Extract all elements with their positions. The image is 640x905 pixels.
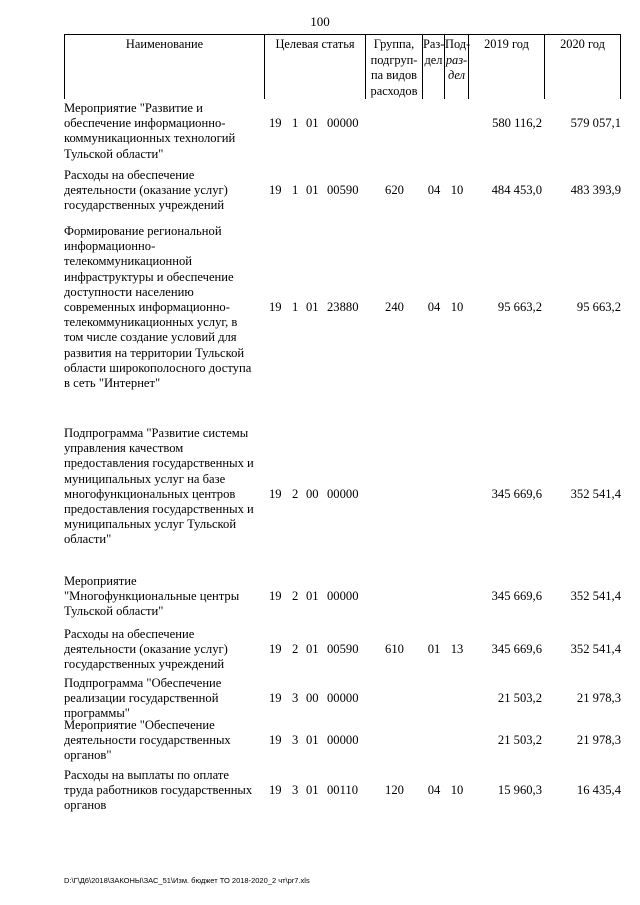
code-event: 01 [306,733,319,748]
row-name-line: Тульской области" [64,146,164,161]
code-event: 01 [306,642,319,657]
row-name-line: муниципальных услуг Тульской [64,517,237,532]
row-name-line: современных информационно- [64,300,230,315]
code-direction: 00110 [327,783,359,798]
row-name-line: в сеть "Интернет" [64,376,161,391]
code-event: 01 [306,783,319,798]
row-name [64,224,266,391]
group-code: 620 [385,183,404,198]
subsection-code: 10 [450,783,464,798]
code-event: 01 [306,183,319,198]
row-name-line: предоставления государственных и [64,502,254,517]
code-subprogram: 1 [292,300,299,314]
code-program: 19 [269,642,282,657]
row-name-line: Подпрограмма "Развитие системы [64,426,249,440]
code-subprogram: 2 [292,642,299,657]
value-2019: 345 669,6 [491,642,542,657]
value-2019: 21 503,2 [497,733,542,748]
code-event: 00 [306,691,319,706]
value-2020: 352 541,4 [570,486,621,501]
section-code: 04 [427,300,441,314]
page-number: 100 [310,14,330,29]
row-name-line: том числе создание условий для [64,330,237,345]
value-2019: 95 663,2 [497,300,542,314]
code-program: 19 [269,116,282,131]
row-name [64,768,266,814]
header-year-2019: 2019 год [469,35,545,99]
header-year-2020: 2020 год [545,35,621,99]
section-code: 04 [427,183,441,198]
section-code: 01 [427,642,441,657]
row-name-line: области широкополосного доступа [64,360,252,375]
code-program: 19 [269,486,282,501]
value-2020: 21 978,3 [576,733,621,748]
row-name [64,718,266,764]
group-code: 610 [385,642,404,657]
code-subprogram: 1 [292,183,299,198]
row-name-line: Расходы на выплаты по оплате [64,768,229,782]
row-name [64,168,266,214]
code-direction: 00000 [327,486,359,501]
code-subprogram: 2 [292,589,299,604]
row-name-line: "Многофункциональные центры [64,589,240,604]
row-name-line: государственных учреждений [64,198,225,213]
code-subprogram: 2 [292,486,299,501]
code-subprogram: 3 [292,783,299,798]
row-name [64,101,266,162]
row-name [64,574,266,620]
row-name-line: деятельности (оказание услуг) [64,183,228,198]
row-name-line: Мероприятие [64,574,137,588]
row-name-line: Формирование региональной [64,224,222,238]
row-name-line: инфраструктуры и обеспечение [64,269,234,284]
row-name-line: обеспечение информационно- [64,116,226,131]
code-event: 00 [306,486,319,501]
row-name-line: предоставления государственных и [64,456,254,471]
value-2019: 15 960,3 [497,783,542,798]
row-name-line: развития на территории Тульской [64,345,245,360]
value-2020: 95 663,2 [576,300,621,314]
row-name-line: коммуникационных технологий [64,131,236,146]
row-name-line: реализации государственной [64,691,219,706]
row-name-line: Расходы на обеспечение [64,168,195,182]
code-direction: 00000 [327,691,359,706]
header-name: Наименование [64,35,265,99]
code-program: 19 [269,183,282,198]
header-section: Раз- дел [423,35,445,99]
row-name [64,426,266,548]
value-2020: 21 978,3 [576,691,621,706]
code-program: 19 [269,733,282,748]
code-direction: 00000 [327,589,359,604]
code-program: 19 [269,783,282,798]
row-name-line: государственных учреждений [64,657,225,672]
header-group: Группа, подгруп- па видов расходов [366,35,423,99]
row-name-line: информационно- [64,239,156,254]
value-2020: 16 435,4 [576,783,621,798]
code-direction: 23880 [327,300,359,314]
value-2019: 345 669,6 [491,589,542,604]
row-name-line: Мероприятие "Обеспечение [64,718,215,732]
row-name-line: телекоммуникационной [64,254,193,269]
code-direction: 00590 [327,642,359,657]
row-name-line: управления качеством [64,441,184,456]
code-direction: 00000 [327,733,359,748]
group-code: 240 [385,300,404,314]
row-name-line: многофункциональных центров [64,486,236,501]
row-name-line: доступности населению [64,284,194,299]
header-subsection: Под- раз- дел [445,35,469,99]
group-code: 120 [385,783,404,798]
value-2020: 352 541,4 [570,589,621,604]
row-name-line: Мероприятие "Развитие и [64,101,203,115]
code-program: 19 [269,300,282,314]
table-header [64,34,621,99]
section-code: 04 [427,783,441,798]
row-name-line: деятельности государственных [64,733,231,748]
row-name-line: деятельности (оказание услуг) [64,642,228,657]
subsection-code: 10 [450,300,464,314]
code-direction: 00590 [327,183,359,198]
value-2019: 580 116,2 [492,116,542,131]
code-event: 01 [306,300,319,314]
file-path-footer: D:\Г\Д6\2018\ЗАКОНЫ\ЗАС_51\Изм. бюджет ТО 2018-2020_2 чт\pr7.xls [64,876,310,885]
row-name [64,676,266,722]
code-direction: 00000 [327,116,359,131]
code-subprogram: 3 [292,691,299,706]
row-name [64,627,266,673]
row-name-line: органов" [64,748,112,763]
value-2019: 345 669,6 [491,486,542,501]
row-name-line: области" [64,532,112,547]
code-program: 19 [269,589,282,604]
row-name-line: программы" [64,706,130,721]
row-name-line: труда работников государственных [64,783,253,798]
row-name-line: Подпрограмма "Обеспечение [64,676,222,690]
row-name-line: органов [64,798,107,813]
row-name-line: Тульской области" [64,604,164,619]
row-name-line: муниципальных услуг на базе [64,471,226,486]
value-2020: 483 393,9 [570,183,621,198]
header-target-article: Целевая статья [265,35,366,99]
value-2019: 21 503,2 [497,691,542,706]
row-name-line: Расходы на обеспечение [64,627,195,641]
subsection-code: 13 [450,642,464,657]
code-subprogram: 3 [292,733,299,748]
code-event: 01 [306,116,319,131]
code-program: 19 [269,691,282,706]
code-subprogram: 1 [292,116,299,131]
value-2020: 579 057,1 [570,116,621,131]
value-2019: 484 453,0 [491,183,542,198]
code-event: 01 [306,589,319,604]
subsection-code: 10 [450,183,464,198]
value-2020: 352 541,4 [570,642,621,657]
row-name-line: телекоммуникационных услуг, в [64,315,238,330]
